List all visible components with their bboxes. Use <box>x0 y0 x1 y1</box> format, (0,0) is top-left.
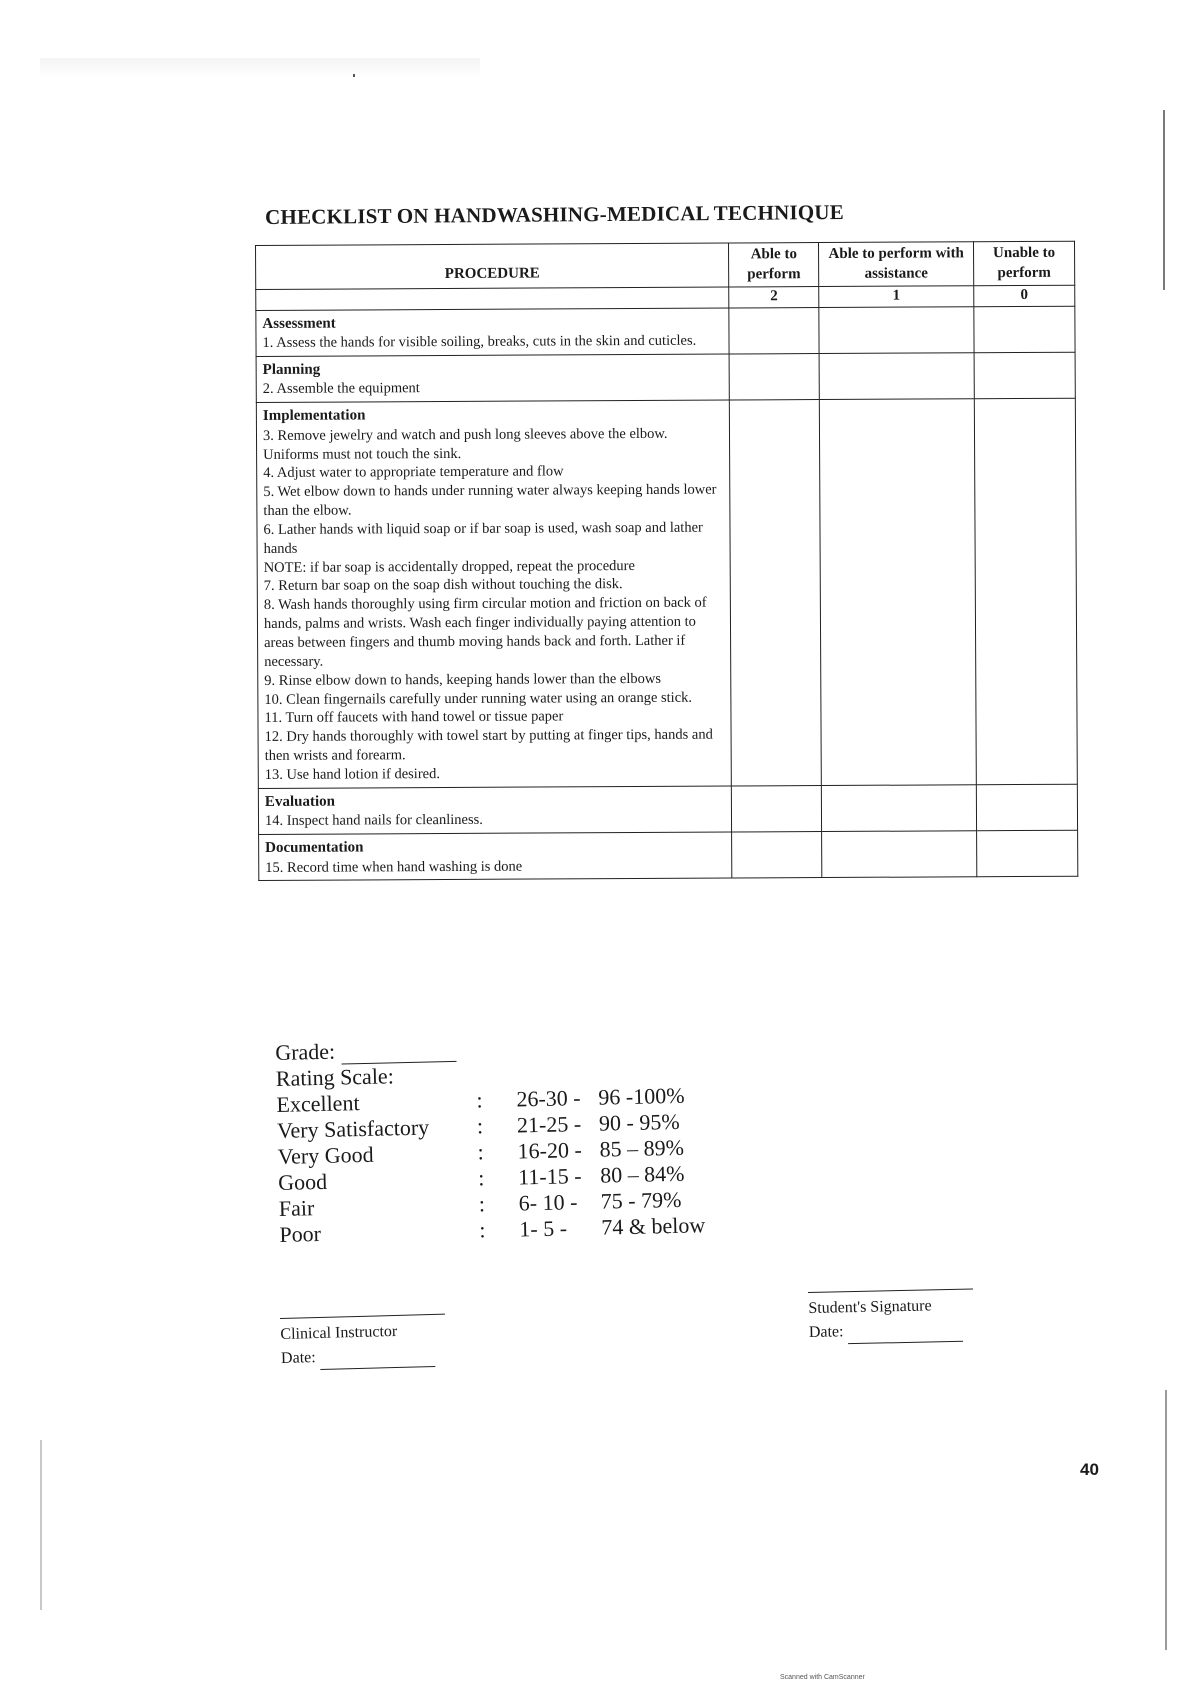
score-unable: 0 <box>974 285 1075 306</box>
rating-range: 16-20 - <box>517 1137 583 1164</box>
procedure-step: 3. Remove jewelry and watch and push long sleeves above the elbow. Uniforms must not touch the sink. <box>262 425 668 463</box>
rating-cell-assist[interactable] <box>820 399 977 785</box>
page-number: 40 <box>1080 1460 1099 1479</box>
rating-cell-able[interactable] <box>732 832 822 879</box>
scan-shadow <box>40 58 480 78</box>
rating-cell-able[interactable] <box>729 307 819 354</box>
rating-cell-unable[interactable] <box>976 784 1077 831</box>
checklist-section-row <box>256 306 1075 357</box>
header-procedure: PROCEDURE <box>256 243 730 289</box>
instructor-label: Clinical Instructor <box>280 1322 398 1343</box>
student-signature-block <box>808 1289 974 1345</box>
rating-cell-assist[interactable] <box>819 353 974 400</box>
header-unable: Unable to perform <box>974 241 1075 286</box>
rating-cell-assist[interactable] <box>822 831 977 878</box>
rating-colon: : <box>476 1087 483 1113</box>
rating-percent: 90 - 95% <box>598 1108 680 1136</box>
scan-edge-line <box>40 1440 42 1610</box>
student-date-label: Date: <box>808 1323 844 1341</box>
procedure-step: 6. Lather hands with liquid soap or if bar soap is used, wash soap and lather hands <box>263 519 703 557</box>
rating-cell-able[interactable] <box>729 353 819 400</box>
procedure-step: 8. Wash hands thoroughly using firm circular motion and friction on back of hands, palms and wrists. Wash each finger individually paying attention to areas between fingers and thumb moving hands back and forth. Lather if necessary. <box>263 594 707 670</box>
rating-label: Fair <box>278 1195 315 1221</box>
rating-cell-unable[interactable] <box>974 306 1075 353</box>
section-title: Evaluation <box>264 793 335 810</box>
section-title: Documentation <box>265 839 364 857</box>
procedure-step: 7. Return bar soap on the soap dish without touching the disk. <box>263 576 623 595</box>
header-assist: Able to perform with assistance <box>819 242 974 287</box>
rating-scale-list <box>276 1082 739 1248</box>
score-assist: 1 <box>819 286 974 307</box>
section-title: Planning <box>262 361 321 378</box>
procedure-step: 12. Dry hands thoroughly with towel start by putting at finger tips, hands and then wrists and forearm. <box>264 726 713 764</box>
procedure-step: 2. Assemble the equipment <box>262 380 420 398</box>
rating-colon: : <box>477 1139 484 1165</box>
rating-percent: 74 & below <box>601 1212 706 1240</box>
procedure-step: 5. Wet elbow down to hands under running water always keeping hands lower than the elbow. <box>263 481 717 520</box>
scan-edge-line <box>1163 110 1165 290</box>
rating-cell-unable[interactable] <box>974 398 1077 784</box>
document-title: CHECKLIST ON HANDWASHING-MEDICAL TECHNIQUE <box>265 199 845 229</box>
signature-line <box>280 1314 445 1319</box>
rating-range: 26-30 - <box>516 1085 581 1112</box>
procedure-cell <box>256 308 730 357</box>
scan-edge-line <box>1165 1390 1167 1650</box>
procedure-step: 15. Record time when hand washing is done <box>265 858 523 876</box>
procedure-step: 13. Use hand lotion if desired. <box>264 765 441 783</box>
procedure-step: 4. Adjust water to appropriate temperature and flow <box>263 463 564 482</box>
instructor-signature-block <box>280 1314 446 1371</box>
checklist-section-row <box>258 784 1077 835</box>
scanner-watermark: Scanned with CamScanner <box>780 1674 865 1681</box>
score-blank <box>256 287 729 310</box>
rating-colon: : <box>479 1217 486 1243</box>
date-blank <box>847 1327 962 1344</box>
checklist-table <box>255 241 1078 882</box>
header-row <box>256 241 1075 289</box>
rating-percent: 85 – 89% <box>599 1134 685 1162</box>
checklist-body <box>256 306 1078 881</box>
rating-cell-assist[interactable] <box>822 784 977 831</box>
rating-range: 11-15 - <box>517 1163 582 1190</box>
student-label: Student's Signature <box>808 1297 932 1317</box>
checklist-section-row <box>256 352 1075 403</box>
rating-cell-unable[interactable] <box>977 830 1078 877</box>
header-able: Able to perform <box>729 243 819 287</box>
rating-colon: : <box>477 1165 485 1191</box>
section-title: Implementation <box>262 407 366 425</box>
procedure-cell <box>258 786 732 835</box>
signature-line <box>808 1289 973 1293</box>
rating-cell-able[interactable] <box>730 400 822 786</box>
procedure-step: 11. Turn off faucets with hand towel or tissue paper <box>264 708 564 727</box>
rating-percent: 80 – 84% <box>599 1160 685 1188</box>
instructor-date-row <box>281 1343 447 1371</box>
grade-label: Grade: <box>275 1038 336 1065</box>
rating-label: Very Satisfactory <box>276 1114 430 1143</box>
rating-percent: 96 -100% <box>598 1082 685 1110</box>
procedure-step: 10. Clean fingernails carefully under running water using an orange stick. <box>264 689 693 708</box>
rating-label: Excellent <box>276 1090 360 1117</box>
date-blank <box>320 1352 435 1370</box>
procedure-step: 9. Rinse elbow down to hands, keeping hands lower than the elbows <box>264 670 661 689</box>
procedure-cell <box>256 400 731 788</box>
procedure-cell <box>259 832 733 881</box>
rating-percent: 75 - 79% <box>600 1186 682 1214</box>
grade-blank <box>341 1041 456 1065</box>
rating-cell-unable[interactable] <box>974 352 1075 399</box>
checklist-section-row <box>256 398 1077 788</box>
rating-label: Poor <box>279 1221 322 1247</box>
procedure-cell <box>256 354 730 403</box>
rating-label: Good <box>277 1168 328 1195</box>
rating-scale-label: Rating Scale: <box>275 1063 395 1091</box>
rating-label: Very Good <box>277 1141 374 1169</box>
checklist-section-row <box>259 830 1078 881</box>
rating-colon: : <box>476 1113 484 1139</box>
rating-colon: : <box>478 1191 486 1217</box>
rating-range: 1- 5 - <box>519 1215 568 1242</box>
instructor-date-label: Date: <box>280 1349 316 1367</box>
rating-cell-assist[interactable] <box>819 306 974 353</box>
procedure-step: NOTE: if bar soap is accidentally dropped, repeat the procedure <box>263 557 635 576</box>
section-title: Assessment <box>262 315 336 332</box>
scan-speck <box>353 74 355 77</box>
grade-block <box>275 1030 740 1248</box>
rating-range: 6- 10 - <box>518 1189 578 1216</box>
procedure-step: 1. Assess the hands for visible soiling, breaks, cuts in the skin and cuticles. <box>262 332 697 351</box>
student-date-row <box>809 1318 974 1345</box>
score-able: 2 <box>729 287 819 308</box>
rating-cell-able[interactable] <box>732 785 822 832</box>
rating-range: 21-25 - <box>516 1111 582 1138</box>
procedure-step: 14. Inspect hand nails for cleanliness. <box>264 812 483 830</box>
